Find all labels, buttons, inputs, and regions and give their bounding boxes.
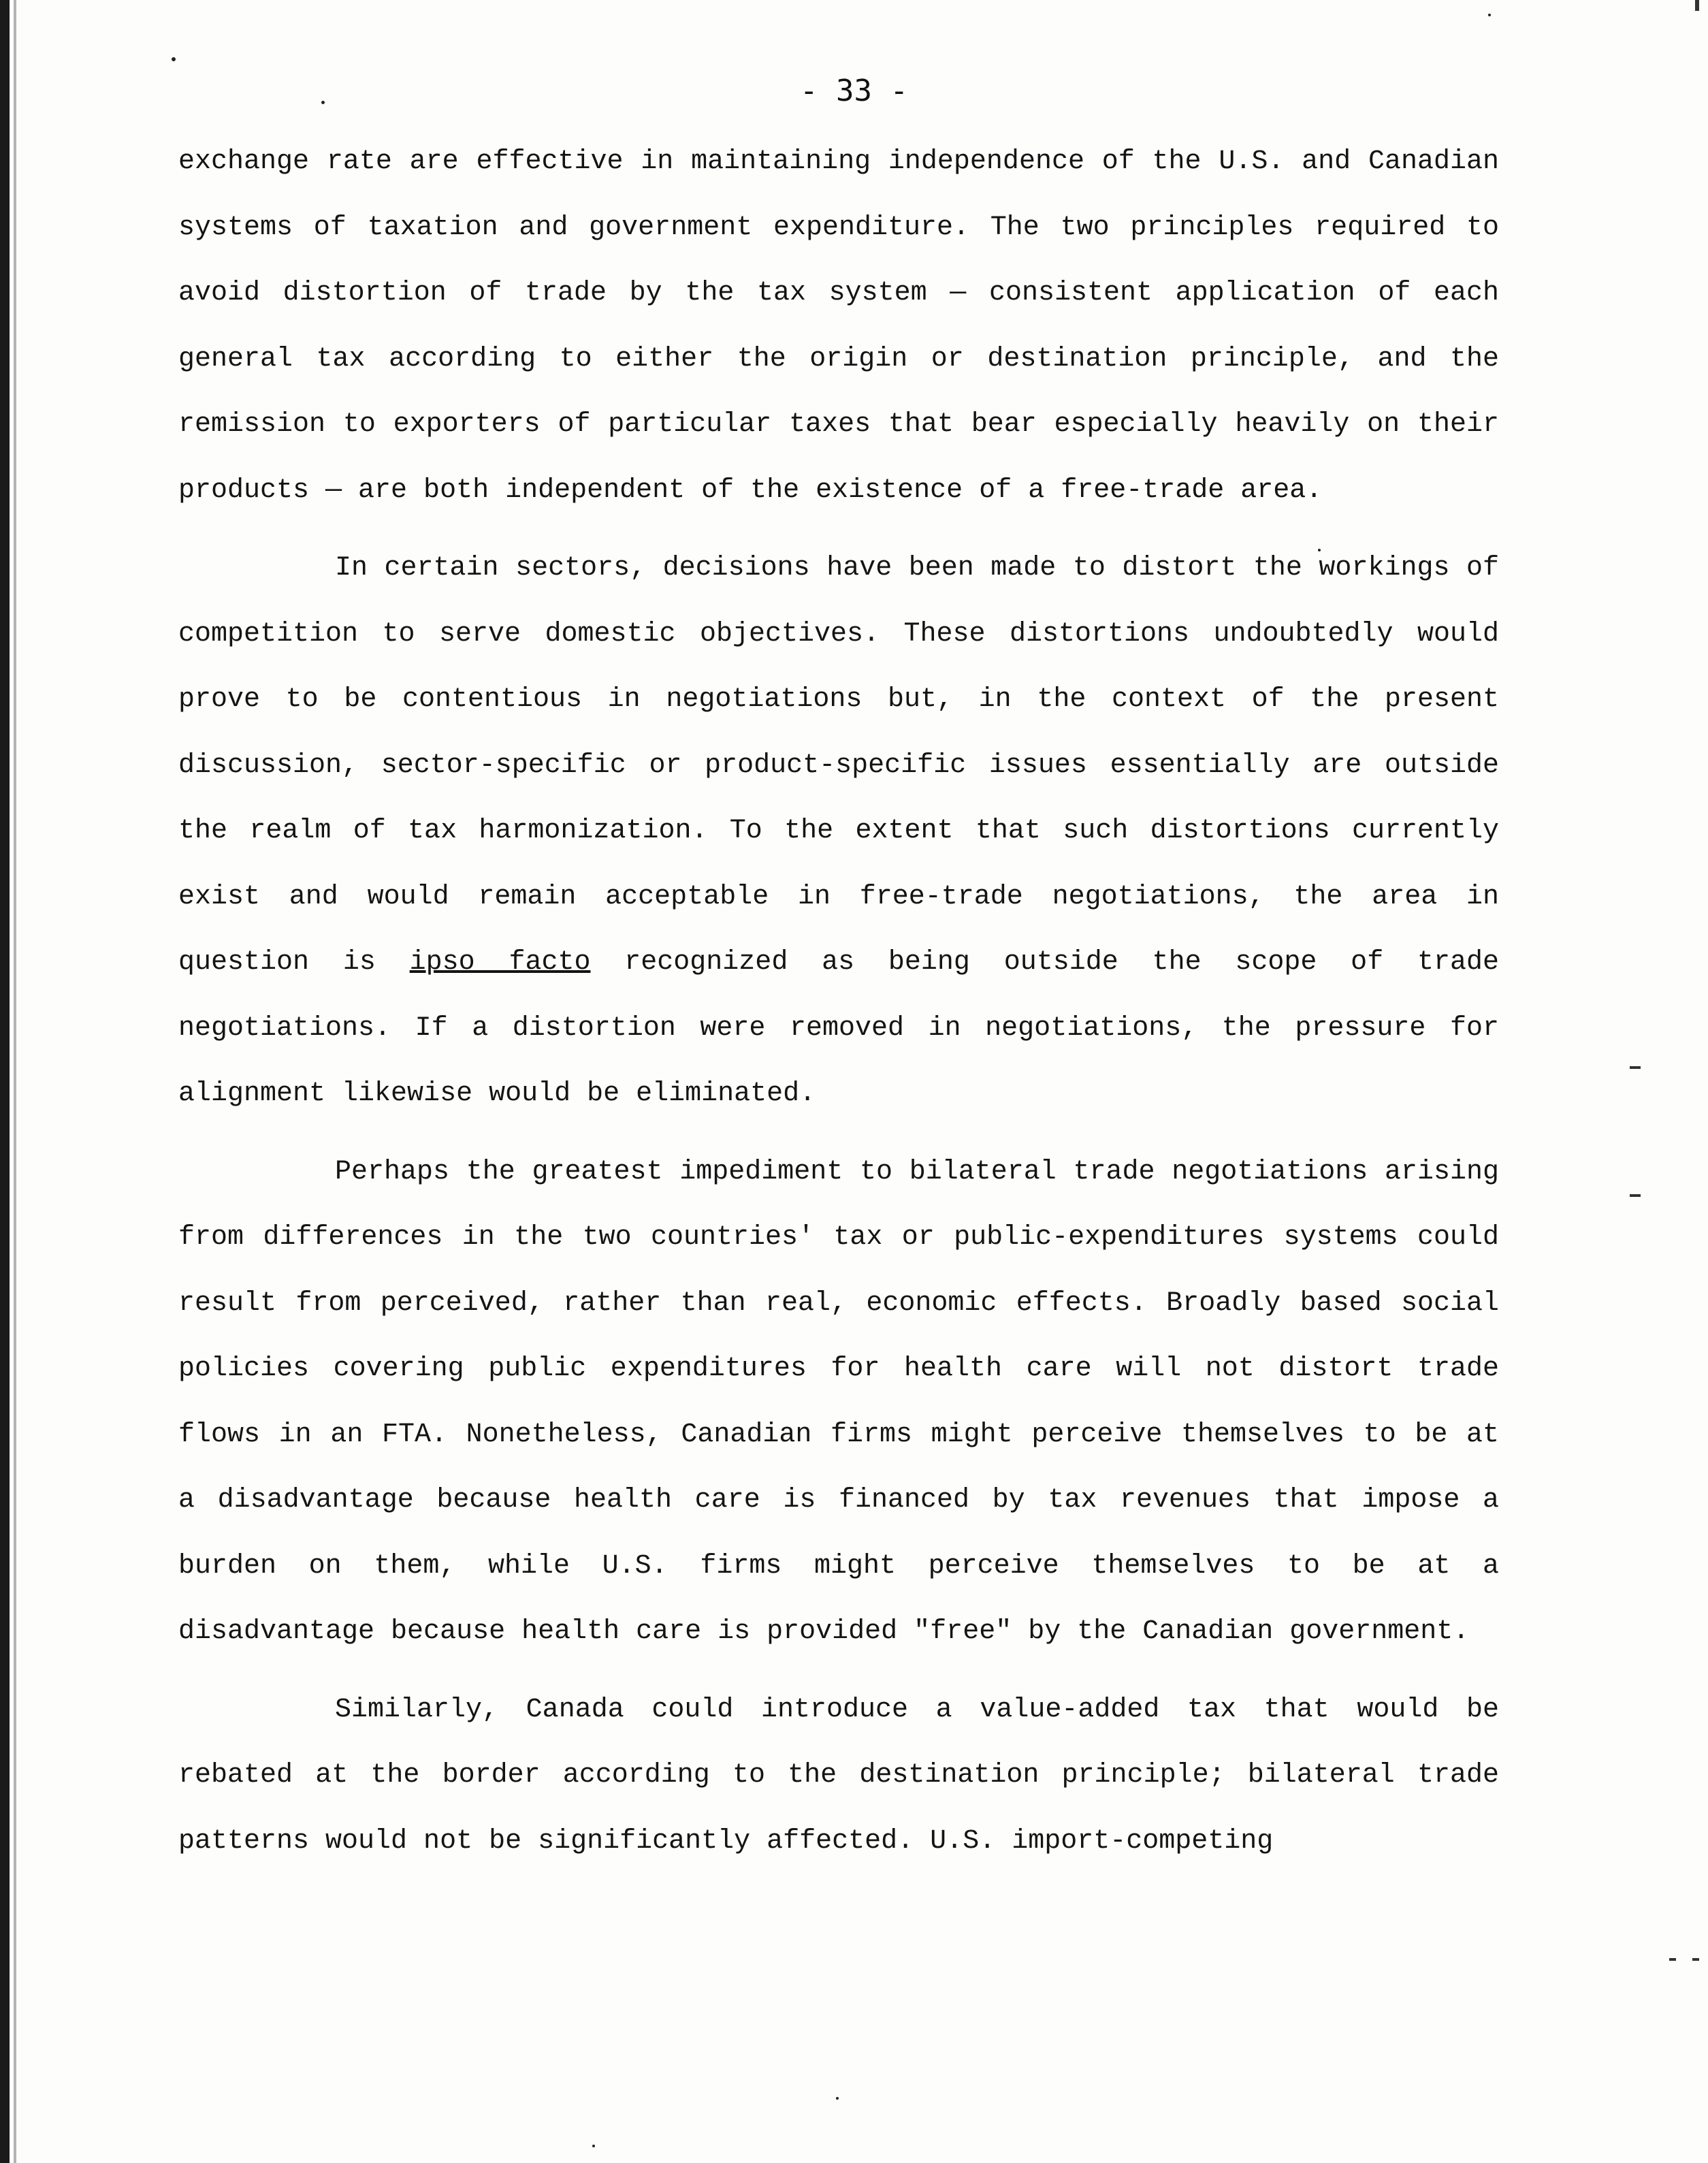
paragraph-4: Similarly, Canada could introduce a value-added tax that would be rebated at the border according to the destination principle; bilateral trade patterns would not be significantly affected. U.S. import-competing bbox=[178, 1694, 1499, 1857]
scan-speck bbox=[592, 2145, 595, 2147]
scan-mark bbox=[1692, 1958, 1699, 1961]
paragraph-2-text-a: In certain sectors, decisions have been made to distort the workings of competition to serve domestic objectives. These distortions undoubtedly would prove to be contentious in negotiations but, in the context of the present discussion, sector-specific or product-specific issues essentially are outside the realm of tax harmonization. To the extent that such distortions currently exist and would remain acceptable in free-trade negotiations, the area in question is bbox=[178, 553, 1499, 978]
scan-speck bbox=[172, 57, 176, 61]
underlined-phrase: ipso facto bbox=[409, 947, 591, 978]
binding-edge bbox=[0, 0, 10, 2163]
paragraph-1: exchange rate are effective in maintaining independence of the U.S. and Canadian systems of taxation and government expenditure. The two principles required to avoid distortion of trade by the tax system — consistent application of each general tax according to either the origin or destination principle, and the remission to exporters of particular taxes that bear especially heavily on their products — are both independent of the existence of a free-trade area. bbox=[178, 146, 1499, 506]
page-number: - 33 - bbox=[800, 74, 908, 108]
body-text bbox=[178, 129, 1499, 1887]
scan-speck bbox=[1318, 549, 1321, 551]
paragraph-2-text-b: recognized as being outside the scope of trade negotiations. If a distortion were removed in negotiations, the pressure for alignment likewise would be eliminated. bbox=[178, 947, 1500, 1109]
paragraph-2 bbox=[178, 536, 1499, 1127]
binding-shadow bbox=[14, 0, 16, 2163]
scan-mark bbox=[1630, 1194, 1641, 1197]
scan-mark bbox=[1695, 0, 1699, 11]
paragraph-3: Perhaps the greatest impediment to bilateral trade negotiations arising from differences in the two countries' tax or public-expenditures systems could result from perceived, rather than real, economic effects. Broadly based social policies covering public expenditures for health care will not distort trade flows in an FTA. Nonetheless, Canadian firms might perceive themselves to be at a disadvantage because health care is financed by tax revenues that impose a burden on them, while U.S. firms might perceive themselves to be at a disadvantage because health care is provided "free" by the Canadian government. bbox=[178, 1156, 1499, 1647]
scan-speck bbox=[1488, 14, 1491, 16]
scan-mark bbox=[1669, 1958, 1676, 1961]
scan-mark bbox=[1630, 1066, 1641, 1069]
scan-speck bbox=[321, 101, 325, 104]
scan-speck bbox=[836, 2097, 839, 2100]
